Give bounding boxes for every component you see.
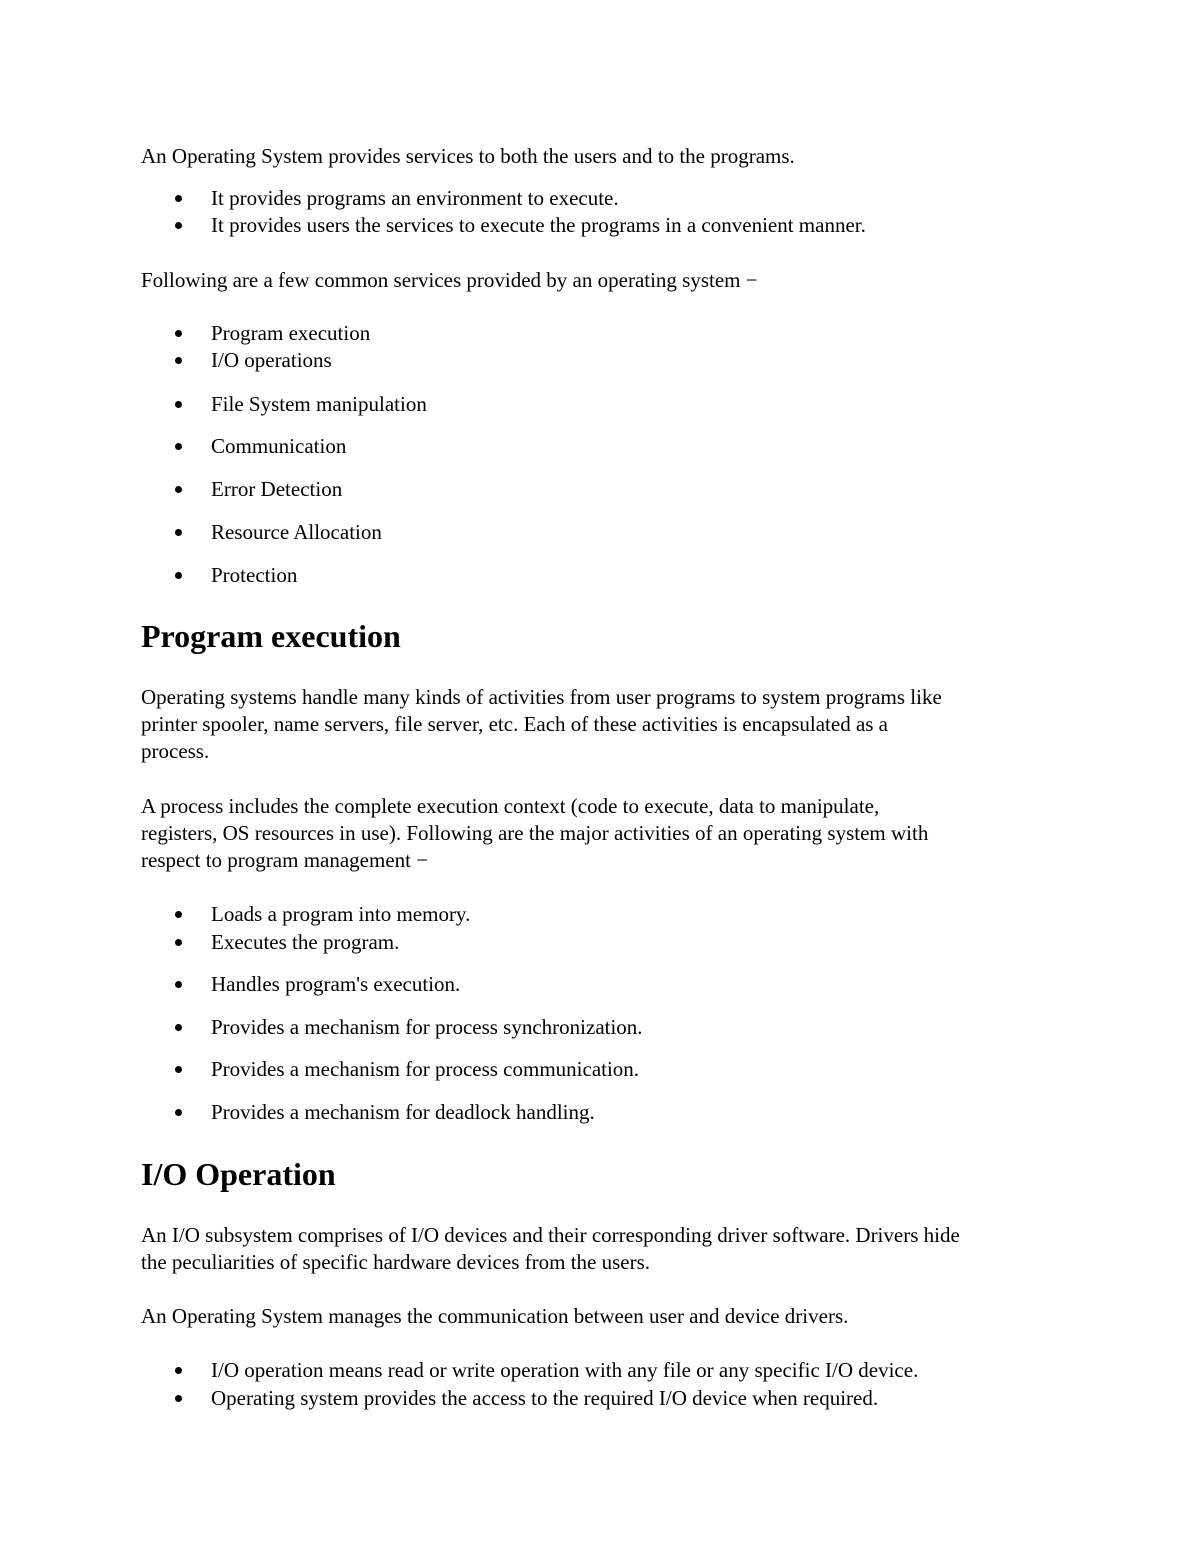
paragraph-line: A process includes the complete execution context (code to execute, data to manipulate, <box>141 794 880 818</box>
paragraph-line: An I/O subsystem comprises of I/O devices and their corresponding driver software. Drivers hide <box>141 1223 960 1247</box>
services-list-item-text: File System manipulation <box>211 392 427 416</box>
bullet-icon <box>175 222 182 229</box>
services-paragraph: Following are a few common services provided by an operating system − <box>141 268 758 292</box>
activity-list-item-text: Provides a mechanism for process communication. <box>211 1057 640 1081</box>
services-list-item-text: Communication <box>211 434 347 458</box>
paragraph-line: the peculiarities of specific hardware devices from the users. <box>141 1250 651 1274</box>
activity-list-item <box>211 1056 1111 1083</box>
intro-list-item <box>211 185 1111 212</box>
io-operation-heading: I/O Operation <box>141 1156 336 1192</box>
bullet-icon <box>175 981 182 988</box>
bullet-icon <box>175 1367 182 1374</box>
io-list-item-text: Operating system provides the access to the required I/O device when required. <box>211 1386 879 1410</box>
bullet-icon <box>175 1395 182 1402</box>
activity-list-item-text: Loads a program into memory. <box>211 902 471 926</box>
program-execution-paragraph-2 <box>141 793 1071 874</box>
bullet-icon <box>175 401 182 408</box>
activity-list-item <box>211 1099 1111 1126</box>
bullet-icon <box>175 572 182 579</box>
bullet-icon <box>175 1109 182 1116</box>
services-list-item <box>211 391 1111 418</box>
paragraph-line: Operating systems handle many kinds of activities from user programs to system programs like <box>141 685 942 709</box>
activity-list-item <box>211 971 1111 998</box>
paragraph-line: respect to program management − <box>141 848 429 872</box>
program-execution-heading: Program execution <box>141 618 401 654</box>
bullet-icon <box>175 529 182 536</box>
services-list-item <box>211 562 1111 589</box>
bullet-icon <box>175 939 182 946</box>
activity-list-item-text: Provides a mechanism for deadlock handling. <box>211 1100 595 1124</box>
paragraph-line: registers, OS resources in use). Following are the major activities of an operating system with <box>141 821 929 845</box>
bullet-icon <box>175 357 182 364</box>
bullet-icon <box>175 443 182 450</box>
activity-list-item-text: Handles program's execution. <box>211 972 461 996</box>
bullet-icon <box>175 486 182 493</box>
io-list-item <box>211 1357 1111 1384</box>
paragraph-line: process. <box>141 739 210 763</box>
bullet-icon <box>175 1024 182 1031</box>
services-list-item <box>211 347 1111 374</box>
intro-list-item-text: It provides users the services to execute the programs in a convenient manner. <box>211 213 866 237</box>
activity-list-item-text: Provides a mechanism for process synchronization. <box>211 1015 643 1039</box>
intro-list-item <box>211 212 1111 239</box>
bullet-icon <box>175 1066 182 1073</box>
services-list-item <box>211 320 1111 347</box>
bullet-icon <box>175 911 182 918</box>
services-list-item <box>211 476 1111 503</box>
services-list-item-text: I/O operations <box>211 348 332 372</box>
activity-list-item <box>211 1014 1111 1041</box>
services-list-item <box>211 433 1111 460</box>
activity-list-item-text: Executes the program. <box>211 930 400 954</box>
io-operation-paragraph-2: An Operating System manages the communication between user and device drivers. <box>141 1304 849 1328</box>
bullet-icon <box>175 195 182 202</box>
bullet-icon <box>175 330 182 337</box>
io-operation-paragraph-1 <box>141 1222 1071 1276</box>
paragraph-line: printer spooler, name servers, file server, etc. Each of these activities is encapsulated as a <box>141 712 889 736</box>
services-list-item <box>211 519 1111 546</box>
services-list-item-text: Resource Allocation <box>211 520 382 544</box>
services-list-item-text: Error Detection <box>211 477 343 501</box>
program-execution-paragraph-1 <box>141 684 1071 765</box>
io-list-item-text: I/O operation means read or write operation with any file or any specific I/O device. <box>211 1358 919 1382</box>
services-list-item-text: Protection <box>211 563 298 587</box>
intro-list-item-text: It provides programs an environment to execute. <box>211 186 619 210</box>
activity-list-item <box>211 929 1111 956</box>
intro-paragraph: An Operating System provides services to both the users and to the programs. <box>141 144 795 168</box>
services-list-item-text: Program execution <box>211 321 371 345</box>
io-list-item <box>211 1385 1111 1412</box>
activity-list-item <box>211 901 1111 928</box>
